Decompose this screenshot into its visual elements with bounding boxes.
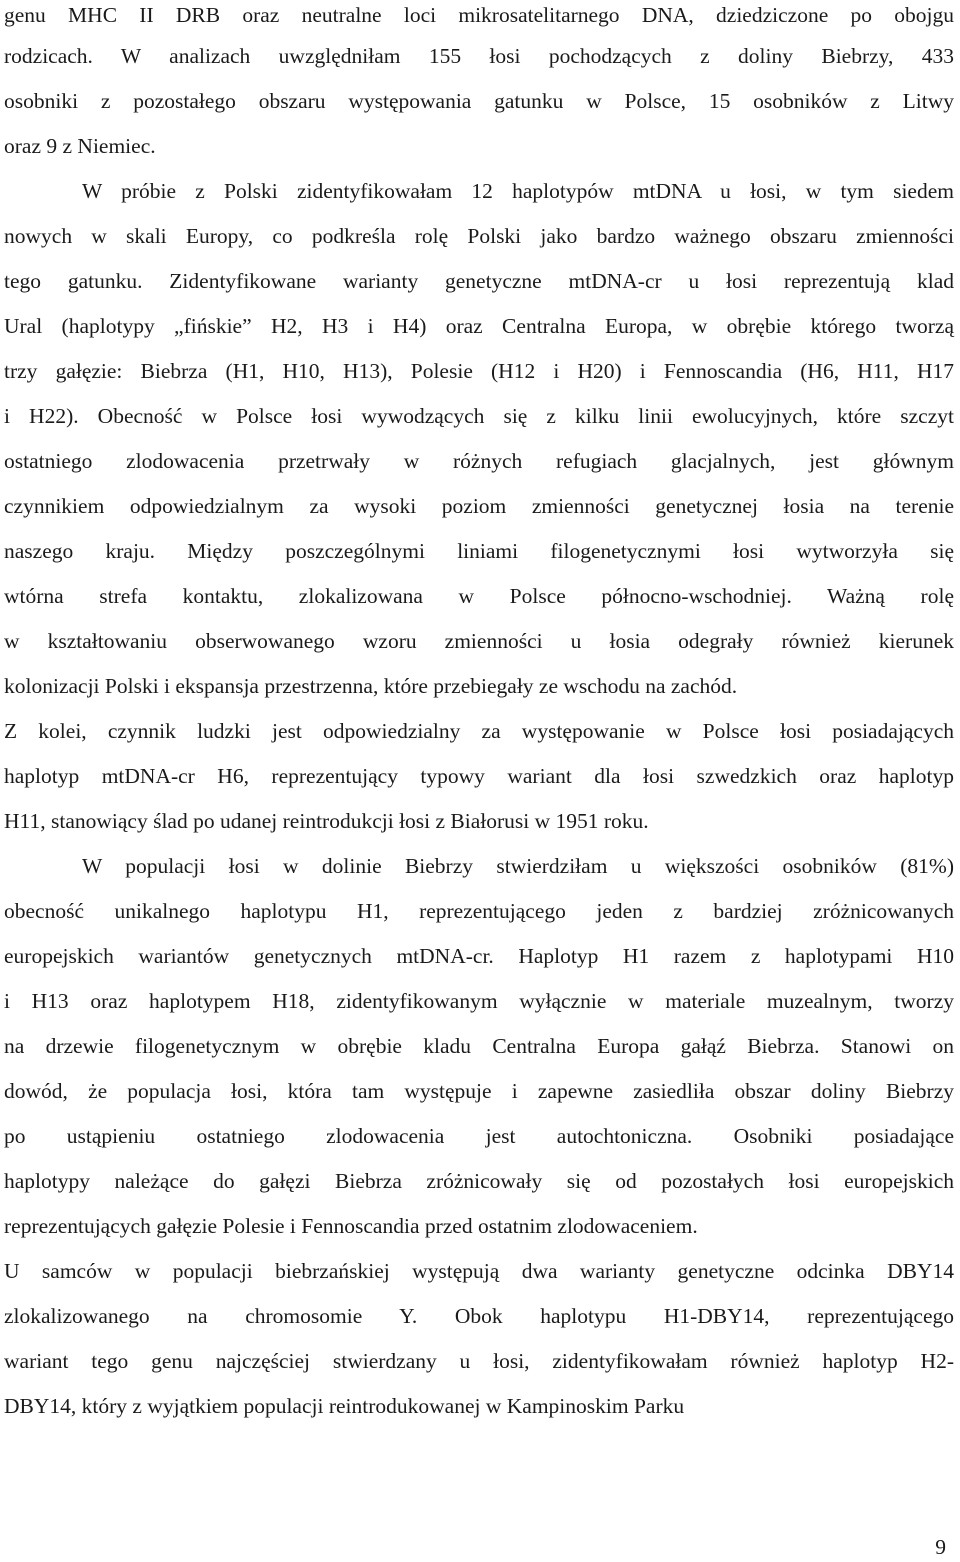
text-line: obecność unikalnego haplotypu H1, reprezentującego jeden z bardziej zróżnicowanych (4, 899, 954, 923)
text-line: trzy gałęzie: Biebrza (H1, H10, H13), Polesie (H12 i H20) i Fennoscandia (H6, H11, H17 (4, 359, 954, 383)
text-line: europejskich wariantów genetycznych mtDNA-cr. Haplotyp H1 razem z haplotypami H10 (4, 944, 954, 968)
text-line: genu MHC II DRB oraz neutralne loci mikrosatelitarnego DNA, dziedziczone po obojgu (4, 3, 954, 27)
text-line: naszego kraju. Między poszczególnymi liniami filogenetycznymi łosi wytworzyła się (4, 539, 954, 563)
text-line: ostatniego zlodowacenia przetrwały w różnych refugiach glacjalnych, jest głównym (4, 449, 954, 473)
text-line: wariant tego genu najczęściej stwierdzany u łosi, zidentyfikowałam również haplotyp H2- (4, 1349, 954, 1373)
text-line: reprezentujących gałęzie Polesie i Fennoscandia przed ostatnim zlodowaceniem. (4, 1214, 698, 1238)
text-line: na drzewie filogenetycznym w obrębie kladu Centralna Europa gałąź Biebrza. Stanowi on (4, 1034, 954, 1058)
paragraph-start-line: W populacji łosi w dolinie Biebrzy stwierdziłam u większości osobników (81%) (82, 854, 954, 878)
text-line: osobniki z pozostałego obszaru występowania gatunku w Polsce, 15 osobników z Litwy (4, 89, 954, 113)
text-line: H11, stanowiący ślad po udanej reintrodukcji łosi z Białorusi w 1951 roku. (4, 809, 649, 833)
text-line: U samców w populacji biebrzańskiej występują dwa warianty genetyczne odcinka DBY14 (4, 1259, 954, 1283)
text-line: kolonizacji Polski i ekspansja przestrzenna, które przebiegały ze wschodu na zachód. (4, 674, 738, 698)
text-line: po ustąpieniu ostatniego zlodowacenia jest autochtoniczna. Osobniki posiadające (4, 1124, 954, 1148)
text-line: Ural (haplotypy „fińskie” H2, H3 i H4) oraz Centralna Europa, w obrębie którego tworzą (4, 314, 954, 338)
text-line: i H22). Obecność w Polsce łosi wywodzących się z kilku linii ewolucyjnych, które szczyt (4, 404, 954, 428)
text-line: zlokalizowanego na chromosomie Y. Obok haplotypu H1-DBY14, reprezentującego (4, 1304, 954, 1328)
text-line: i H13 oraz haplotypem H18, zidentyfikowanym wyłącznie w materiale muzealnym, tworzy (4, 989, 954, 1013)
text-line: wtórna strefa kontaktu, zlokalizowana w Polsce północno-wschodniej. Ważną rolę (4, 584, 954, 608)
page-number: 9 (935, 1535, 946, 1559)
text-line: Z kolei, czynnik ludzki jest odpowiedzialny za występowanie w Polsce łosi posiadających (4, 719, 954, 743)
text-line: nowych w skali Europy, co podkreśla rolę Polski jako bardzo ważnego obszaru zmienności (4, 224, 954, 248)
text-line: w kształtowaniu obserwowanego wzoru zmienności u łosia odegrały również kierunek (4, 629, 954, 653)
text-line: dowód, że populacja łosi, która tam występuje i zapewne zasiedliła obszar doliny Biebrzy (4, 1079, 954, 1103)
paragraph-start-line: W próbie z Polski zidentyfikowałam 12 haplotypów mtDNA u łosi, w tym siedem (82, 179, 954, 203)
text-line: haplotypy należące do gałęzi Biebrza zróżnicowały się od pozostałych łosi europejskich (4, 1169, 954, 1193)
text-line: rodzicach. W analizach uwzględniłam 155 łosi pochodzących z doliny Biebrzy, 433 (4, 44, 954, 68)
text-line: DBY14, który z wyjątkiem populacji reintrodukowanej w Kampinoskim Parku (4, 1394, 685, 1418)
text-line: tego gatunku. Zidentyfikowane warianty genetyczne mtDNA-cr u łosi reprezentują klad (4, 269, 954, 293)
text-line: czynnikiem odpowiedzialnym za wysoki poziom zmienności genetycznej łosia na terenie (4, 494, 954, 518)
text-line: oraz 9 z Niemiec. (4, 134, 156, 158)
text-line: haplotyp mtDNA-cr H6, reprezentujący typowy wariant dla łosi szwedzkich oraz haplotyp (4, 764, 954, 788)
